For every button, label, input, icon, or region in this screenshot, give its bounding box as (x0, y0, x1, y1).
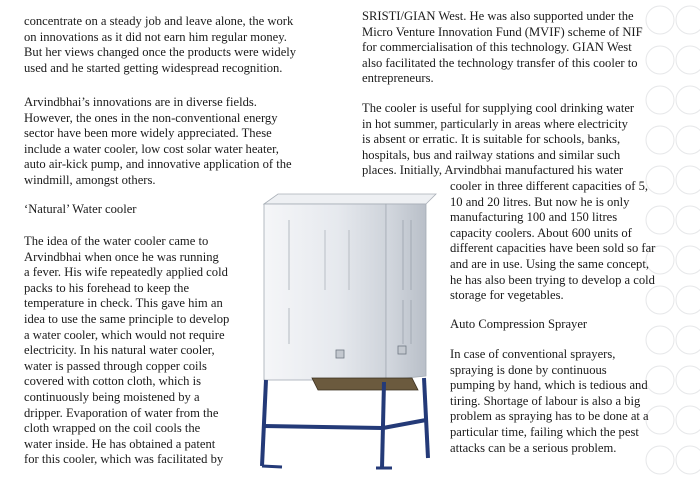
text-line: entrepreneurs. (362, 71, 434, 86)
text-line: windmill, amongst others. (24, 172, 156, 187)
text-line: water inside. He has obtained a patent (24, 436, 216, 451)
text-line: dripper. Evaporation of water from the (24, 405, 219, 420)
text-line: pumping by hand, which is tedious and (450, 378, 648, 393)
text-line: concentrate on a steady job and leave alone, the work (24, 14, 294, 28)
text-line: The cooler is useful for supplying cool drinking water (362, 101, 635, 115)
text-line: idea to use the same principle to develop (24, 311, 230, 326)
text-line: spraying is done by continuous (450, 362, 607, 377)
left-paragraph-1 (24, 14, 336, 76)
text-line: Arvindbhai when once he was running (24, 249, 219, 264)
text-line: tiring. Shortage of labour is also a big (450, 393, 641, 408)
text-line: problem as spraying has to be done at a (450, 409, 649, 424)
text-line: auto air-kick pump, and innovative application of the (24, 157, 292, 172)
text-line: for commercialisation of this technology. GIAN West (362, 40, 632, 55)
text-line: sector have been more widely appreciated. These (24, 126, 272, 141)
text-line: and are in use. Using the same concept, (450, 256, 649, 271)
text-line: electricity. In his natural water cooler, (24, 343, 215, 358)
text-line: But her views changed once the products were widely (24, 45, 297, 60)
left-paragraph-3 (24, 234, 252, 468)
text-line: for this cooler, which was facilitated by (24, 452, 224, 467)
text-line: a fever. His wife repeatedly applied cold (24, 265, 228, 280)
text-line: on innovations as it did not earn him regular money. (24, 29, 287, 44)
text-line: is absent or erratic. It is suitable for schools, banks, (362, 132, 621, 147)
water-cooler-photo (252, 190, 438, 470)
right-paragraph-1 (362, 9, 678, 87)
text-line: also facilitated the technology transfer of this cooler to (362, 55, 638, 70)
right-paragraph-2-wrap (450, 179, 678, 304)
text-line: Arvindbhai’s innovations are in diverse fields. (24, 95, 257, 109)
text-line: Micro Venture Innovation Fund (MVIF) scheme of NIF (362, 24, 643, 39)
section-heading-sprayer: Auto Compression Sprayer (450, 317, 588, 331)
text-line: packs to his forehead to keep the (24, 280, 190, 295)
text-line: 10 and 20 litres. But now he is only (450, 194, 630, 209)
text-line: cooler in three different capacities of 5, (450, 179, 649, 193)
text-line: covered with cotton cloth, which is (24, 374, 201, 389)
right-paragraph-2 (362, 101, 678, 179)
text-line: storage for vegetables. (450, 288, 564, 303)
text-line: water is passed through copper coils (24, 358, 207, 373)
text-line: in hot summer, particularly in areas where electricity (362, 116, 628, 131)
text-line: he has also been trying to develop a cold (450, 272, 655, 287)
text-line: In case of conventional sprayers, (450, 347, 616, 361)
text-line: The idea of the water cooler came to (24, 234, 209, 248)
text-line: different capacities have been sold so far (450, 241, 656, 256)
text-line: However, the ones in the non-conventional energy (24, 110, 278, 125)
text-line: places. Initially, Arvindbhai manufactured his water (362, 163, 624, 178)
text-line: hospitals, bus and railway stations and similar such (362, 147, 621, 162)
text-line: temperature in check. This gave him an (24, 296, 223, 311)
text-line: include a water cooler, low cost solar water heater, (24, 141, 279, 156)
text-line: capacity coolers. About 600 units of (450, 225, 632, 240)
text-line: a water cooler, which would not require (24, 327, 225, 342)
left-paragraph-2 (24, 95, 336, 189)
section-heading-water-cooler: ‘Natural’ Water cooler (24, 202, 137, 216)
text-line: continuously being moistened by a (24, 389, 200, 404)
text-line: particular time, failing which the pest (450, 424, 639, 439)
right-paragraph-3 (450, 347, 678, 456)
text-line: cloth wrapped on the coil cools the (24, 421, 201, 436)
text-line: SRISTI/GIAN West. He was also supported under the (362, 9, 634, 23)
text-line: manufacturing 100 and 150 litres (450, 210, 618, 225)
text-line: used and he started getting widespread recognition. (24, 60, 283, 75)
text-line: attacks can be a serious problem. (450, 440, 617, 455)
